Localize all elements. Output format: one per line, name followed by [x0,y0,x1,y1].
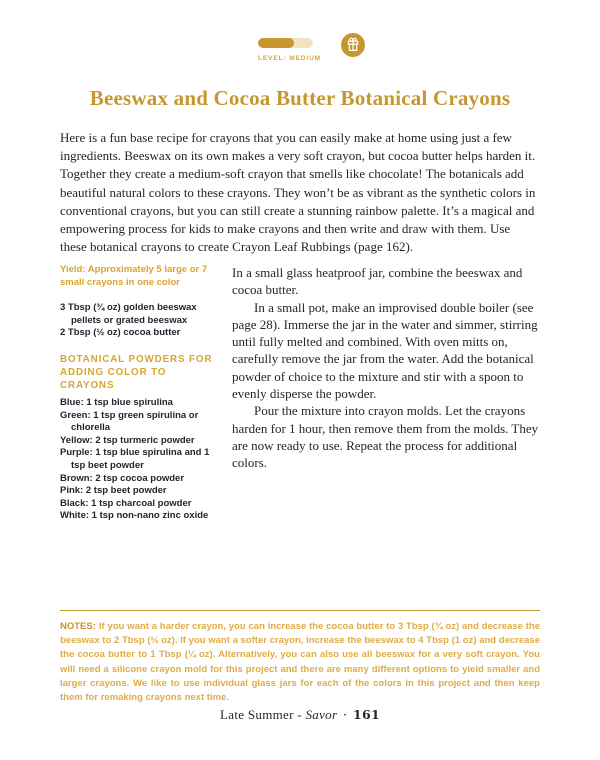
powder-item: Black: 1 tsp charcoal powder [60,497,192,509]
footer-section: Late Summer - [220,707,306,722]
notes-label: NOTES: [60,621,96,632]
level-bar [258,38,313,48]
notes-text: If you want a harder crayon, you can increase the cocoa butter to 3 Tbsp (¾ oz) and decrease the beeswax to 2 Tbsp (½ oz). If you want a softer crayon, increase the beeswax to 4 Tbsp (1 oz) and decrease the cocoa butter to 1 Tbsp (¼ oz). Alternatively, you can also use all beeswax for a very soft crayon. You will need a silicone crayon mold for this project and there are many different options to yield smaller and larger crayons. We like to use individual glass jars for each of the colors in this project and then keep them for remaking crayons next time. [60,621,540,704]
instructions-column [232,264,540,523]
difficulty-indicator [258,38,321,62]
powders-list [60,397,222,523]
instruction-paragraph: In a small pot, make an improvised double boiler (see page 28). Immerse the jar in the water and simmer, stirring until fully melted and combined. With oven mitts on, carefully remove the jar from the water. Add the botanical powder of choice to the mixture and stir with a spoon to evenly disperse the powder. [232,299,538,402]
gift-icon [341,33,365,57]
powder-item: Brown: 2 tsp cocoa powder [60,472,185,484]
notes-block [60,610,540,705]
level-bar-fill [258,38,294,48]
powder-item: Blue: 1 tsp blue spirulina [60,396,173,408]
powder-item: Green: 1 tsp green spirulina or chlorella [60,409,199,434]
instruction-paragraph: In a small glass heatproof jar, combine the beeswax and cocoa butter. [232,265,523,298]
yield-text: Yield: Approximately 5 large or 7 small crayons in one color [60,264,208,288]
footer-book-title: Savor [305,707,338,722]
ingredients-sidebar [60,264,232,523]
powder-item: Purple: 1 tsp blue spirulina and 1 tsp beet powder [60,447,210,471]
powders-heading: BOTANICAL POWDERS FOR ADDING COLOR TO CRAYONS [60,353,213,391]
level-label: LEVEL: MEDIUM [258,55,321,62]
powder-item: White: 1 tsp non-nano zinc oxide [60,510,209,522]
gift-badge [341,33,365,57]
ingredients-list [60,302,222,340]
page-footer [0,707,600,723]
instruction-paragraph: Pour the mixture into crayon molds. Let the crayons harden for 1 hour, then remove them from the molds. They are now ready to use. Repeat the process for additional colors. [232,403,539,471]
powder-item: Pink: 2 tsp beet powder [60,485,167,497]
footer-page-number: 161 [352,707,380,722]
intro-paragraph: Here is a fun base recipe for crayons that you can easily make at home using just a few ingredients. Beeswax on its own makes a very soft crayon, but cocoa butter helps harden it. Together they create a medium-soft crayon that smells like chocolate! The botanicals add beautiful natural colors to these crayons. They won’t be as vibrant as the synthetic colors in conventional crayons, but you can still create a stunning rainbow palette. It’s a magical and empowering process for kids to make crayons and then write and draw with them. Use these botanical crayons to create Crayon Leaf Rubbings (page 162). [60,130,536,255]
footer-separator: · [343,709,347,721]
powder-item: Yellow: 2 tsp turmeric powder [60,434,195,446]
ingredient-item: 2 Tbsp (½ oz) cocoa butter [60,327,181,339]
page-title: Beeswax and Cocoa Butter Botanical Crayons [89,86,511,110]
recipe-columns [60,264,540,523]
ingredient-item: 3 Tbsp (¾ oz) golden beeswax pellets or grated beeswax [60,302,197,326]
